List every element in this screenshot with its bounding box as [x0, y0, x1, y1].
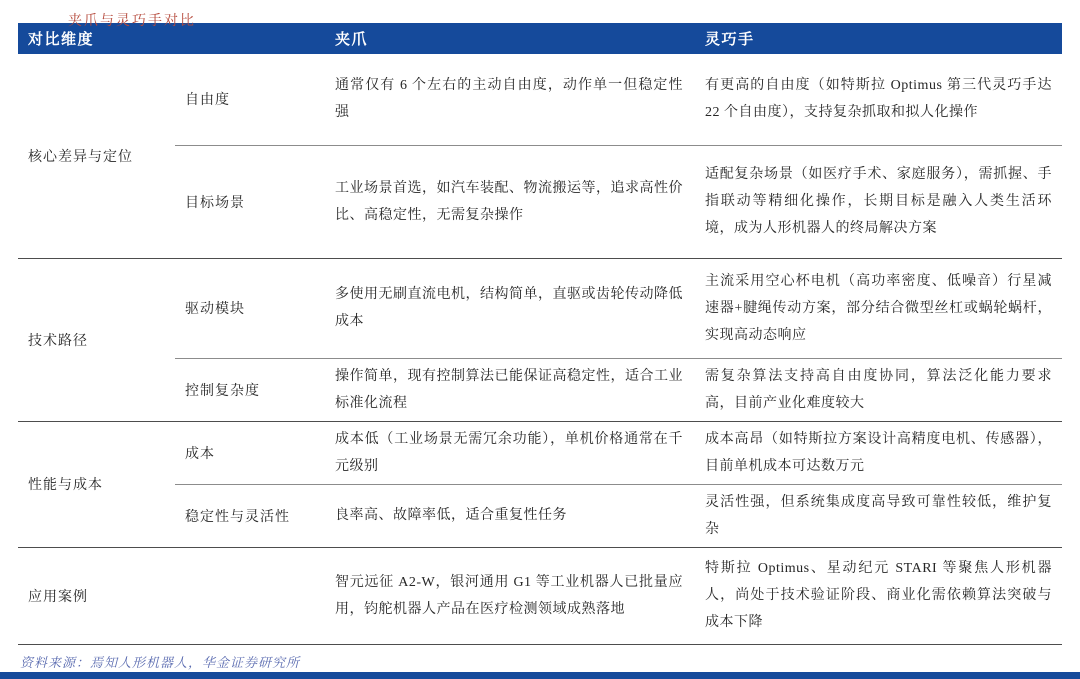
- category-cell: 应用案例: [18, 547, 323, 644]
- dimension-cell: 成本: [175, 421, 323, 484]
- table-row: [18, 258, 1062, 358]
- hand-cell: 适配复杂场景（如医疗手术、家庭服务），需抓握、手指联动等精细化操作，长期目标是融入人类生活环境，成为人形机器人的终局解决方案: [693, 145, 1062, 258]
- gripper-cell: 良率高、故障率低，适合重复性任务: [323, 484, 693, 547]
- dimension-cell: 驱动模块: [175, 258, 323, 358]
- dimension-cell: 控制复杂度: [175, 358, 323, 421]
- dimension-cell: 稳定性与灵活性: [175, 484, 323, 547]
- table-row: [18, 145, 1062, 258]
- hand-cell: 特斯拉 Optimus、星动纪元 STARI 等聚焦人形机器人，尚处于技术验证阶段、商业化需依赖算法突破与成本下降: [693, 547, 1062, 644]
- category-cell: 核心差异与定位: [28, 149, 133, 165]
- hand-cell: 灵活性强，但系统集成度高导致可靠性较低，维护复杂: [693, 484, 1062, 547]
- table-row: [18, 54, 1062, 145]
- dimension-cell: 目标场景: [175, 145, 323, 258]
- hand-cell: 主流采用空心杯电机（高功率密度、低噪音）行星减速器+腱绳传动方案，部分结合微型丝杠或蜗轮蜗杆，实现高动态响应: [693, 258, 1062, 358]
- gripper-cell: 多使用无刷直流电机，结构简单，直驱或齿轮传动降低成本: [323, 258, 693, 358]
- table-row: [18, 484, 1062, 547]
- column-header-gripper: 夹爪: [323, 23, 693, 54]
- figure-title: 夹爪与灵巧手对比: [68, 14, 196, 29]
- column-header-dimension: 对比维度: [18, 23, 323, 54]
- comparison-table: [18, 23, 1062, 645]
- gripper-cell: 智元远征 A2-W，银河通用 G1 等工业机器人已批量应用，钧舵机器人产品在医疗检测领域成熟落地: [323, 547, 693, 644]
- gripper-cell: 操作简单，现有控制算法已能保证高稳定性，适合工业标准化流程: [323, 358, 693, 421]
- gripper-cell: 成本低（工业场景无需冗余功能），单机价格通常在千元级别: [323, 421, 693, 484]
- column-header-dexterous-hand: 灵巧手: [693, 23, 1062, 54]
- bottom-accent-bar: [0, 672, 1080, 679]
- dimension-cell: 自由度: [185, 93, 230, 109]
- category-cell: 技术路径: [18, 258, 175, 421]
- hand-cell: 成本高昂（如特斯拉方案设计高精度电机、传感器），目前单机成本可达数万元: [693, 421, 1062, 484]
- gripper-cell: 通常仅有 6 个左右的主动自由度，动作单一但稳定性强: [335, 78, 684, 121]
- table-row: [18, 358, 1062, 421]
- hand-cell: 有更高的自由度（如特斯拉 Optimus 第三代灵巧手达 22 个自由度），支持复杂抓取和拟人化操作: [705, 78, 1053, 121]
- gripper-cell: 工业场景首选，如汽车装配、物流搬运等，追求高性价比、高稳定性，无需复杂操作: [323, 145, 693, 258]
- table-row: [18, 547, 1062, 644]
- hand-cell: 需复杂算法支持高自由度协同，算法泛化能力要求高，目前产业化难度较大: [693, 358, 1062, 421]
- table-row: [18, 421, 1062, 484]
- category-cell: 性能与成本: [18, 421, 175, 547]
- source-note: 资料来源：焉知人形机器人，华金证券研究所: [20, 654, 301, 670]
